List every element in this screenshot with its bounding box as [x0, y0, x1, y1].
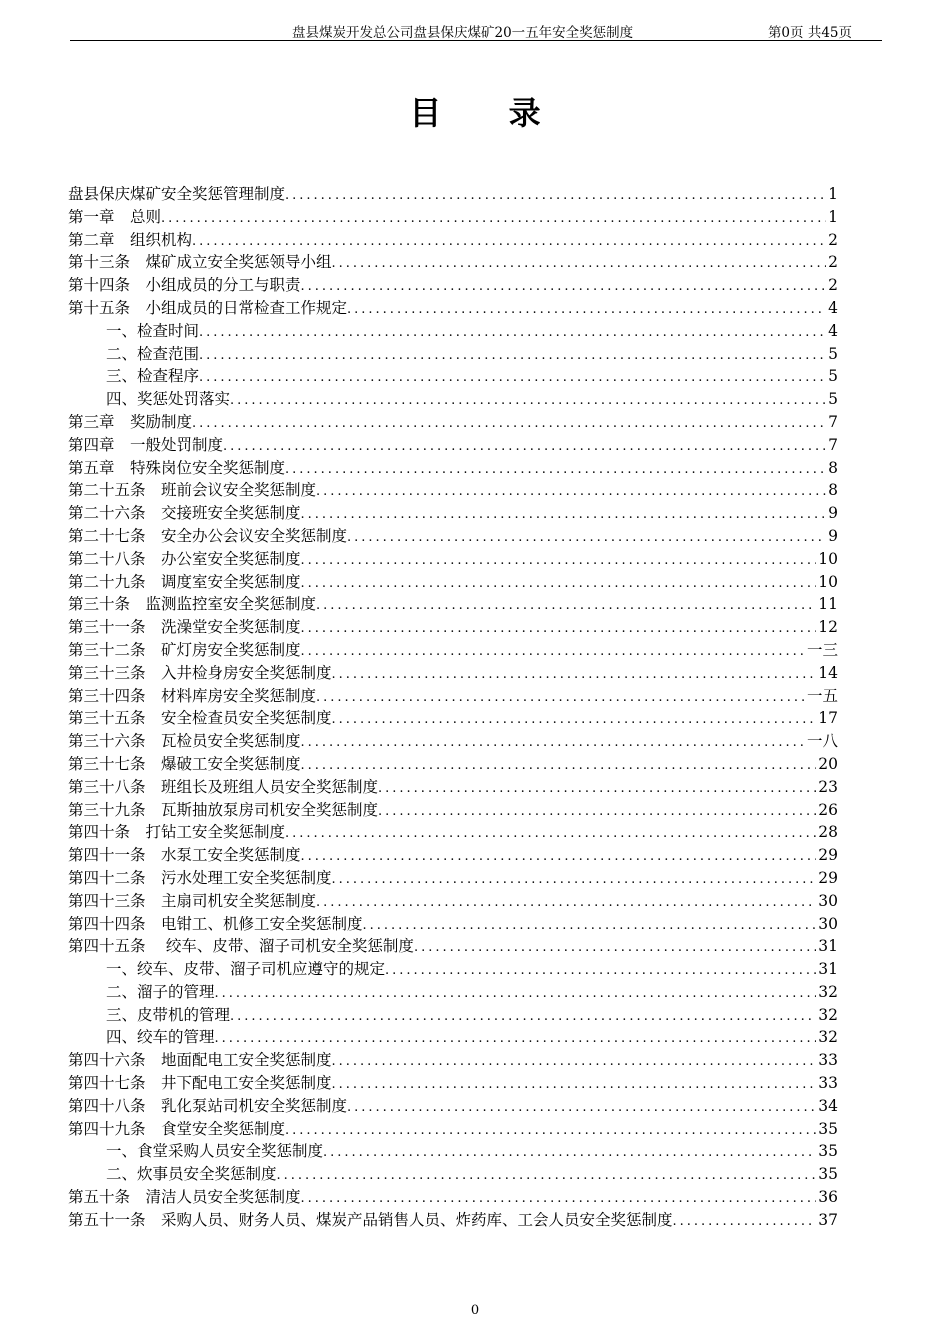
toc-entry-page: 4: [828, 298, 838, 317]
toc-entry[interactable]: [68, 320, 838, 343]
toc-entry-label: 第二十八条 办公室安全奖惩制度: [68, 549, 301, 568]
toc-entry[interactable]: [68, 821, 838, 844]
toc-leader-dots: [347, 299, 826, 322]
toc-leader-dots: [301, 641, 805, 664]
toc-entry-page: 31: [818, 960, 838, 979]
toc-leader-dots: [316, 892, 816, 915]
toc-entry-label: 第四十九条 食堂安全奖惩制度: [68, 1119, 286, 1138]
toc-entry-page: 1: [828, 185, 838, 203]
toc-entry-label: 一、检查时间: [106, 321, 200, 340]
toc-leader-dots: [385, 960, 816, 983]
toc-entry[interactable]: [68, 388, 838, 411]
toc-entry-label: 第四章 一般处罚制度: [68, 435, 224, 454]
toc-leader-dots: [332, 869, 817, 892]
toc-entry-label: 三、皮带机的管理: [106, 1005, 231, 1024]
toc-entry[interactable]: [68, 707, 838, 730]
toc-entry-page: 20: [818, 754, 838, 773]
toc-leader-dots: [285, 459, 826, 482]
toc-entry-page: 23: [818, 777, 838, 796]
toc-leader-dots: [316, 595, 816, 618]
toc-entry-label: 第四十八条 乳化泵站司机安全奖惩制度: [68, 1096, 348, 1115]
toc-leader-dots: [332, 709, 817, 732]
toc-entry-page: 32: [818, 1005, 838, 1024]
toc-entry[interactable]: [68, 890, 838, 913]
toc-entry-page: 1: [828, 207, 838, 226]
toc-entry-page: 5: [828, 367, 838, 386]
toc-leader-dots: [230, 390, 826, 413]
footer-page-number: 0: [470, 1303, 480, 1318]
toc-entry[interactable]: [68, 1049, 838, 1072]
toc-entry[interactable]: [68, 251, 838, 274]
toc-entry[interactable]: [68, 799, 838, 822]
toc-leader-dots: [301, 573, 817, 596]
toc-entry-label: 二、溜子的管理: [106, 982, 215, 1001]
toc-entry[interactable]: [68, 571, 838, 594]
toc-entry[interactable]: [68, 662, 838, 685]
toc-entry[interactable]: [68, 958, 838, 981]
toc-leader-dots: [323, 1142, 816, 1165]
toc-entry-label: 第五十一条 采购人员、财务人员、煤炭产品销售人员、炸药库、工会人员安全奖惩制度: [68, 1210, 673, 1229]
header-page-info: 第0页 共45页: [767, 25, 852, 41]
toc-entry-page: 30: [818, 914, 838, 933]
toc-entry-page: 10: [818, 549, 838, 568]
toc-leader-dots: [301, 846, 817, 869]
toc-leader-dots: [332, 1074, 817, 1097]
toc-leader-dots: [347, 1097, 816, 1120]
toc-entry[interactable]: [68, 1118, 838, 1141]
toc-entry-label: 第三十三条 入井检身房安全奖惩制度: [68, 663, 332, 682]
toc-entry-page: 14: [818, 663, 838, 682]
toc-entry-page: 9: [828, 504, 838, 523]
toc-leader-dots: [673, 1211, 817, 1234]
toc-entry[interactable]: [68, 274, 838, 297]
header-title: 盘县煤炭开发总公司盘县保庆煤矿20一五年安全奖惩制度: [292, 25, 634, 41]
toc-entry[interactable]: [68, 981, 838, 1004]
toc-entry-label: 第一章 总则: [68, 207, 162, 226]
toc-entry[interactable]: [68, 753, 838, 776]
toc-leader-dots: [230, 1006, 816, 1029]
toc-leader-dots: [378, 801, 816, 824]
toc-entry-page: 一八: [806, 732, 838, 751]
toc-entry-label: 二、炊事员安全奖惩制度: [106, 1165, 277, 1184]
toc-entry[interactable]: [68, 1095, 838, 1118]
toc-entry-label: 第二十六条 交接班安全奖惩制度: [68, 504, 301, 523]
toc-leader-dots: [316, 687, 805, 710]
toc-entry-label: 第四十四条 电钳工、机修工安全奖惩制度: [68, 914, 363, 933]
toc-leader-dots: [285, 1120, 816, 1143]
toc-leader-dots: [199, 345, 826, 368]
toc-leader-dots: [301, 618, 817, 641]
toc-leader-dots: [332, 664, 817, 687]
toc-entry-page: 2: [828, 230, 838, 249]
toc-leader-dots: [277, 1165, 817, 1188]
toc-entry-page: 7: [828, 435, 838, 454]
toc-leader-dots: [316, 481, 826, 504]
toc-leader-dots: [301, 504, 827, 527]
toc-leader-dots: [215, 1028, 817, 1051]
toc-leader-dots: [161, 208, 826, 231]
toc-entry-page: 34: [818, 1096, 838, 1115]
toc-entry[interactable]: [68, 411, 838, 434]
toc-entry-label: 第四十三条 主扇司机安全奖惩制度: [68, 891, 317, 910]
toc-entry-page: 35: [818, 1165, 838, 1184]
toc-entry-label: 一、食堂采购人员安全奖惩制度: [106, 1142, 324, 1161]
toc-entry[interactable]: [68, 1140, 838, 1163]
toc-leader-dots: [192, 413, 826, 436]
toc-entry-page: 5: [828, 344, 838, 363]
toc-entry-label: 第四十五条 绞车、皮带、溜子司机安全奖惩制度: [68, 937, 414, 956]
toc-entry[interactable]: [68, 1072, 838, 1095]
toc-entry-page: 32: [818, 982, 838, 1001]
toc-leader-dots: [285, 823, 816, 846]
toc-leader-dots: [199, 322, 826, 345]
toc-leader-dots: [332, 1051, 817, 1074]
toc-entry-page: 35: [818, 1142, 838, 1161]
toc-entry-label: 第十四条 小组成员的分工与职责: [68, 276, 301, 295]
toc-leader-dots: [332, 253, 827, 276]
toc-leader-dots: [301, 732, 805, 755]
toc-leader-dots: [414, 937, 816, 960]
toc-entry[interactable]: [68, 502, 838, 525]
toc-entry-page: 17: [818, 709, 838, 728]
toc-entry[interactable]: [68, 844, 838, 867]
toc-entry-page: 8: [828, 481, 838, 500]
toc-entry[interactable]: [68, 935, 838, 958]
toc-entry-page: 29: [818, 846, 838, 865]
toc-entry[interactable]: [68, 183, 838, 206]
toc-leader-dots: [301, 276, 827, 299]
toc-entry-page: 2: [828, 253, 838, 272]
toc-entry-page: 一三: [806, 640, 838, 659]
toc-entry-label: 第三十六条 瓦检员安全奖惩制度: [68, 732, 301, 751]
toc-entry-label: 第五十条 清洁人员安全奖惩制度: [68, 1188, 301, 1207]
toc-entry-label: 第二十九条 调度室安全奖惩制度: [68, 572, 301, 591]
toc-entry-label: 第四十一条 水泵工安全奖惩制度: [68, 846, 301, 865]
toc-entry-page: 9: [828, 526, 838, 545]
toc-entry-page: 28: [818, 823, 838, 842]
toc-entry[interactable]: [68, 685, 838, 708]
toc-entry[interactable]: [68, 206, 838, 229]
toc-entry-page: 11: [818, 595, 838, 614]
toc-leader-dots: [378, 778, 816, 801]
toc-entry-page: 5: [828, 390, 838, 409]
page-title: 目 录: [409, 94, 569, 132]
toc-entry[interactable]: [68, 479, 838, 502]
toc-leader-dots: [199, 367, 826, 390]
toc-entry-page: 30: [818, 891, 838, 910]
table-of-contents: [68, 183, 838, 1232]
toc-entry[interactable]: [68, 1186, 838, 1209]
toc-leader-dots: [223, 436, 826, 459]
toc-entry[interactable]: [68, 1209, 838, 1232]
toc-entry-label: 第二十七条 安全办公会议安全奖惩制度: [68, 526, 348, 545]
toc-entry[interactable]: [68, 913, 838, 936]
toc-entry[interactable]: [68, 365, 838, 388]
toc-entry-page: 12: [818, 618, 838, 637]
toc-entry-label: 第五章 特殊岗位安全奖惩制度: [68, 458, 286, 477]
toc-leader-dots: [301, 1188, 817, 1211]
toc-leader-dots: [285, 185, 826, 208]
toc-entry-label: 三、检查程序: [106, 367, 200, 386]
toc-entry-label: 第三十一条 洗澡堂安全奖惩制度: [68, 618, 301, 637]
toc-entry-label: 四、奖惩处罚落实: [106, 390, 231, 409]
toc-entry-label: 盘县保庆煤矿安全奖惩管理制度: [68, 185, 286, 203]
toc-leader-dots: [215, 983, 817, 1006]
toc-entry[interactable]: [68, 1163, 838, 1186]
toc-entry-page: 32: [818, 1028, 838, 1047]
toc-entry-label: 第四十二条 污水处理工安全奖惩制度: [68, 868, 332, 887]
toc-entry[interactable]: [68, 1004, 838, 1027]
toc-entry-label: 第四十条 打钻工安全奖惩制度: [68, 823, 286, 842]
toc-leader-dots: [363, 915, 817, 938]
toc-leader-dots: [192, 231, 826, 254]
toc-entry-label: 第三十条 监测监控室安全奖惩制度: [68, 595, 317, 614]
toc-entry-label: 第十五条 小组成员的日常检查工作规定: [68, 298, 348, 317]
toc-entry-page: 33: [818, 1074, 838, 1093]
toc-entry-page: 37: [818, 1210, 838, 1229]
toc-entry-label: 第三十二条 矿灯房安全奖惩制度: [68, 640, 301, 659]
toc-entry-label: 第二十五条 班前会议安全奖惩制度: [68, 481, 317, 500]
toc-entry-label: 第三章 奖励制度: [68, 412, 193, 431]
toc-entry-page: 2: [828, 276, 838, 295]
toc-entry[interactable]: [68, 730, 838, 753]
toc-entry-label: 第四十七条 井下配电工安全奖惩制度: [68, 1074, 332, 1093]
toc-entry-page: 36: [818, 1188, 838, 1207]
toc-entry[interactable]: [68, 457, 838, 480]
toc-entry[interactable]: [68, 593, 838, 616]
toc-entry-label: 二、检查范围: [106, 344, 200, 363]
toc-entry[interactable]: [68, 525, 838, 548]
toc-entry-page: 31: [818, 937, 838, 956]
toc-entry-label: 四、绞车的管理: [106, 1028, 215, 1047]
toc-entry-page: 29: [818, 868, 838, 887]
toc-entry-page: 4: [828, 321, 838, 340]
toc-entry[interactable]: [68, 1026, 838, 1049]
toc-entry-label: 第四十六条 地面配电工安全奖惩制度: [68, 1051, 332, 1070]
toc-entry-label: 第三十七条 爆破工安全奖惩制度: [68, 754, 301, 773]
toc-entry[interactable]: [68, 297, 838, 320]
toc-entry[interactable]: [68, 867, 838, 890]
toc-entry-page: 7: [828, 412, 838, 431]
toc-entry[interactable]: [68, 639, 838, 662]
toc-entry-page: 10: [818, 572, 838, 591]
toc-entry[interactable]: [68, 548, 838, 571]
toc-entry[interactable]: [68, 616, 838, 639]
toc-entry-label: 第三十八条 班组长及班组人员安全奖惩制度: [68, 777, 379, 796]
toc-entry-label: 一、绞车、皮带、溜子司机应遵守的规定: [106, 960, 386, 979]
toc-entry-label: 第三十九条 瓦斯抽放泵房司机安全奖惩制度: [68, 800, 379, 819]
toc-leader-dots: [347, 527, 826, 550]
toc-entry-page: 一五: [806, 686, 838, 705]
page-header: [70, 18, 882, 41]
toc-entry[interactable]: [68, 434, 838, 457]
toc-entry-label: 第十三条 煤矿成立安全奖惩领导小组: [68, 253, 332, 272]
toc-leader-dots: [301, 755, 817, 778]
toc-entry-label: 第二章 组织机构: [68, 230, 193, 249]
toc-entry-label: 第三十四条 材料库房安全奖惩制度: [68, 686, 317, 705]
toc-entry[interactable]: [68, 343, 838, 366]
toc-entry-label: 第三十五条 安全检查员安全奖惩制度: [68, 709, 332, 728]
toc-entry-page: 26: [818, 800, 838, 819]
toc-entry-page: 35: [818, 1119, 838, 1138]
toc-leader-dots: [301, 550, 817, 573]
toc-entry-page: 8: [828, 458, 838, 477]
toc-entry-page: 33: [818, 1051, 838, 1070]
toc-entry[interactable]: [68, 229, 838, 252]
toc-entry[interactable]: [68, 776, 838, 799]
